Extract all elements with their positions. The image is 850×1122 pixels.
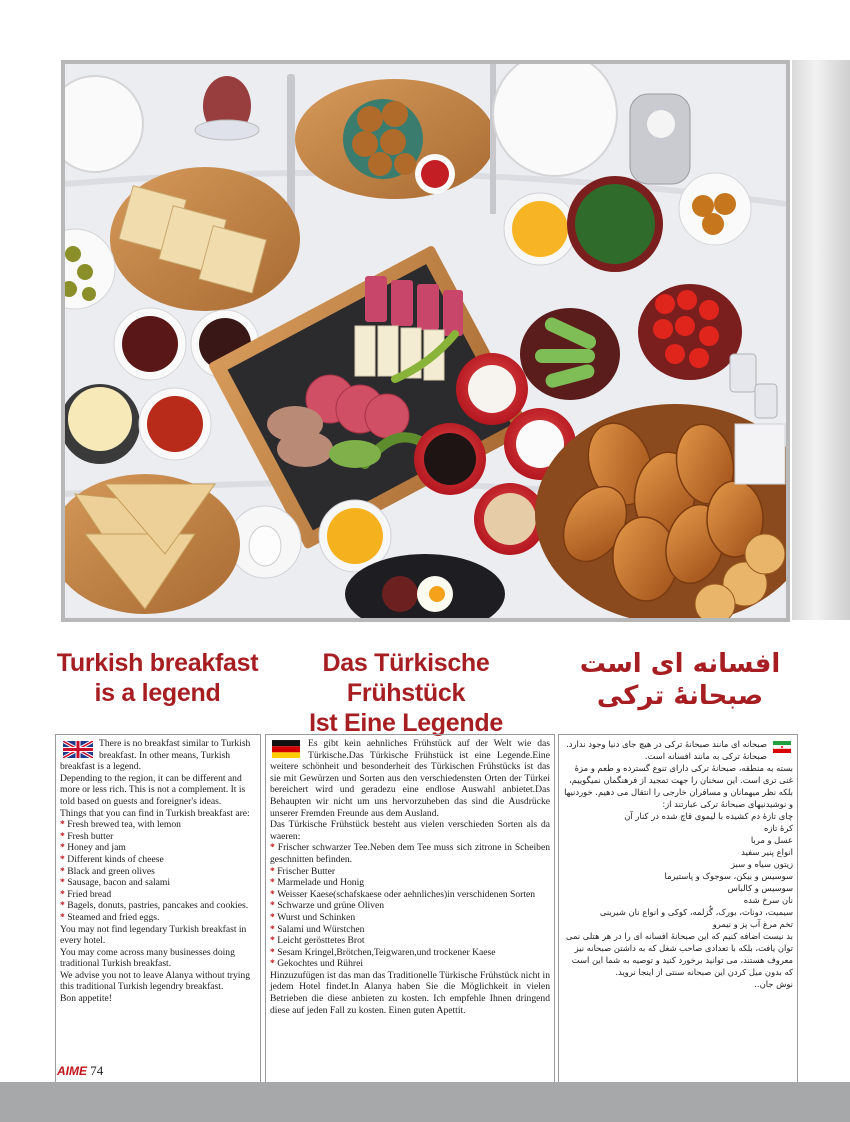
list-item: * Sausage, bacon and salami	[60, 877, 256, 889]
title-german-line1: Das Türkische Frühstück	[322, 649, 490, 707]
german-intro: Es gibt kein aehnliches Frühstück auf der Welt wie das Türkische.Das Türkische Frühstück ist eine Legende.Eine weitere schönheit und besonderheit des Türkischen Frühstücks ist das sie mit Gewürzen und Sorten aus den verschiedensten Orten der Türkei bereichert wird und geradezu eine endlose Auswahl anbietet.Das Behaupten wir nicht um uns hervorzuheben das sind die Ausdrücke unserer Fremden Freunde aus dem Ausland.	[270, 738, 550, 819]
list-item: * Weisser Kaese(schafskaese oder aehnliches)in verschidenen Sorten	[270, 889, 550, 901]
list-item: * Fresh butter	[60, 831, 256, 843]
footer-bar	[0, 1082, 850, 1122]
persian-paragraph: بسته به منطقه، صبحانهٔ ترکی دارای تنوع گسترده و طعم و مزهٔ غنی تری است. این سخنان را جهت تمجید از فرهنگمان نمیگوییم، بلکه نظر میهمانان و مسافران خارجی را انتقال می دهیم. خوردنیها و نوشیدنیهای صبحانهٔ ترکی عبارتند از:	[564, 763, 793, 809]
list-item: عسل و مربا	[750, 835, 793, 845]
title-german	[268, 648, 544, 738]
title-english-line2: is a legend	[94, 679, 221, 707]
list-item: * Honey and jam	[60, 842, 256, 854]
list-item: سوسیس و کالباس	[727, 883, 793, 893]
photo-edge-decoration	[792, 60, 850, 620]
english-paragraph: We advise you not to leave Alanya without trying this traditional Turkish legendry breakfast.	[60, 969, 250, 993]
title-persian-line1: افسانه ای است	[579, 649, 781, 679]
persian-paragraph: بد نیست اضافه کنیم که این صبحانهٔ افسانه ای را در هر هتلی نمی توان یافت، بلکه با تعدادی صاحب شغل که به داشتن صبحانه نیز معروف هستند، می توانید برخورد کنید و توصیه به شما این است که بدون میل کردن این صبحانه سنتی از اینجا نروید.	[565, 931, 793, 977]
list-item: * Frischer Butter	[270, 866, 550, 878]
english-paragraph: You may come across many businesses doing traditional Turkish breakfast.	[60, 946, 235, 970]
list-item: * Different kinds of cheese	[60, 854, 256, 866]
title-german-line2: Ist Eine Legende	[309, 709, 503, 737]
persian-column	[558, 734, 798, 1082]
iran-flag-icon	[773, 741, 791, 753]
page-number: 74	[90, 1063, 104, 1078]
list-item: * Frischer schwarzer Tee.Neben dem Tee muss sich zitrone in Scheiben geschnitten befinden.	[270, 842, 550, 865]
german-paragraph: Das Türkische Frühstück besteht aus vielen verschieden Sorten als da waeren:	[270, 819, 550, 842]
english-paragraph: Depending to the region, it can be different and more or less rich. This is not a complement. It is told based on guests and foreigner's ideas.	[60, 772, 246, 807]
english-closing: Bon appetite!	[60, 993, 112, 1005]
title-persian-line2: صبحانهٔ ترکی	[596, 681, 764, 711]
breakfast-spread-illustration	[65, 64, 786, 618]
english-paragraph: Things that you can find in Turkish breakfast are:	[60, 807, 250, 819]
list-item: * Marmelade und Honig	[270, 877, 550, 889]
list-item: سوسیس و بیکن، سوجوک و پاستیرما	[664, 871, 793, 881]
list-item: * Leicht gerösttetes Brot	[270, 935, 550, 947]
list-item: کرهٔ تازه	[764, 823, 793, 833]
list-item: * Fresh brewed tea, with lemon	[60, 819, 256, 831]
page-footer	[57, 1063, 103, 1079]
german-flag-icon	[272, 740, 300, 758]
list-item: * Fried bread	[60, 889, 256, 901]
uk-flag-icon	[63, 741, 93, 758]
list-item: * Steamed and fried eggs.	[60, 912, 256, 924]
list-item: تخم مرغ آب پز و نیمرو	[712, 919, 793, 929]
english-intro: There is no breakfast similar to Turkish breakfast. In other means, Turkish breakfast is a legend.	[60, 738, 251, 773]
breakfast-photo	[61, 60, 790, 622]
list-item: * Black and green olives	[60, 866, 256, 878]
list-item: * Bagels, donuts, pastries, pancakes and cookies.	[60, 900, 256, 912]
list-item: * Sesam Kringel,Brötchen,Teigwaren,und trockener Kaese	[270, 947, 550, 959]
english-food-list	[60, 819, 256, 923]
persian-food-list	[563, 810, 793, 930]
title-persian	[560, 648, 800, 712]
list-item: چای تازهٔ دم کشیده با لیموی قاچ شده در کنار آن	[624, 811, 793, 821]
german-food-list	[270, 842, 550, 970]
english-paragraph: You may not find legendary Turkish breakfast in every hotel.	[60, 923, 247, 947]
list-item: نان سرخ شده	[743, 895, 793, 905]
magazine-logo: AIME	[57, 1064, 87, 1078]
list-item: انواع پنیر سفید	[741, 847, 793, 857]
list-item: * Gekochtes und Rührei	[270, 958, 550, 970]
german-column	[265, 734, 555, 1082]
list-item: * Salami und Würstchen	[270, 924, 550, 936]
list-item: زیتون سیاه و سبز	[730, 859, 793, 869]
persian-intro: صبحانه ای مانند صبحانهٔ ترکی در هیچ جای دنیا وجود ندارد. صبحانهٔ ترکی به مانند افسانه است.	[566, 739, 767, 761]
german-paragraph: Hinzuzufügen ist das man das Traditionelle Türkische Frühstück nicht in jedem Hotel findet.In Alanya haben Sie die Möglichkeit in vielen Betrieben die diese anbieten zu kosten. Ich empfehle Ihnen dringend diese auf jeden Fall zu kosten. Einen guten Apettit.	[270, 969, 550, 1016]
persian-closing: نوش جان..	[754, 979, 793, 989]
title-english-line1: Turkish breakfast	[56, 649, 259, 677]
list-item: * Schwarze und grüne Oliven	[270, 900, 550, 912]
english-column	[55, 734, 261, 1082]
list-item: سیمیت، دونات، بورک، گُزلمه، کوکی و انواع نان شیرینی	[599, 907, 793, 917]
list-item: * Wurst und Schinken	[270, 912, 550, 924]
title-english	[55, 648, 260, 708]
